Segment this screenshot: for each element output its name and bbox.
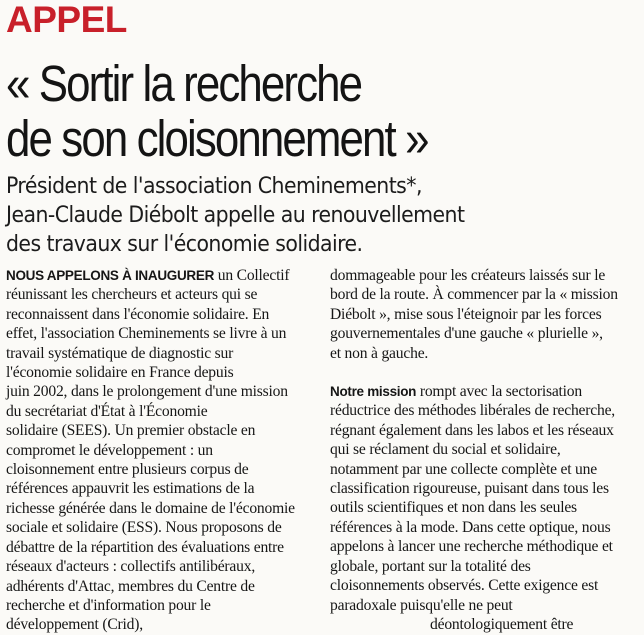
- body-column-1: [6, 266, 316, 635]
- column-line: bord de la route. À commencer par la « mission: [330, 286, 618, 304]
- column-line: outils scientifiques et non dans les seules: [330, 499, 577, 517]
- column-line: NOUS APPELONS À INAUGURER un Collectif: [6, 267, 290, 284]
- column-line: globale, portant sur la totalité des: [330, 557, 531, 575]
- standfirst-line-2: Jean-Claude Diébolt appelle au renouvellement: [6, 203, 465, 228]
- column-line: l'économie solidaire en France depuis: [6, 364, 234, 382]
- column-line: du secrétariat d'État à l'Économie: [6, 402, 208, 420]
- column-line: dommageable pour les créateurs laissés sur le: [330, 267, 606, 284]
- column-line: notamment par une collecte complète et une: [330, 460, 597, 478]
- column-line: gouvernementales d'une gauche « plurielle »,: [330, 325, 603, 343]
- standfirst-line-3: des travaux sur l'économie solidaire.: [6, 232, 363, 257]
- column-line: sociale et solidaire (ESS). Nous proposons de: [6, 519, 282, 537]
- column-line: appelons à lancer une recherche méthodique et: [330, 538, 613, 556]
- column-line: compromet le développement : un: [6, 441, 213, 459]
- column-line: régnant également dans les labos et les réseaux: [330, 421, 614, 439]
- column-line: classification rigoureuse, puisant dans tous les: [330, 480, 609, 498]
- column-line: et non à gauche.: [330, 344, 429, 362]
- column-line: cloisonnement entre plusieurs corpus de: [6, 461, 249, 479]
- column-line: déontologiquement être: [430, 615, 574, 633]
- column-line: développement (Crid),: [6, 616, 143, 634]
- column-line: cloisonnements observés. Cette exigence est: [330, 577, 599, 595]
- column-line: réductrice des méthodes libérales de recherche,: [330, 402, 615, 420]
- column-line: débattre de la répartition des évaluations entre: [6, 538, 284, 556]
- column-line: références appauvrit les estimations de la: [6, 480, 255, 498]
- column-line: solidaire (SEES). Un premier obstacle en: [6, 422, 256, 440]
- column-line: Diébolt », mise sous l'éteignoir par les forces: [330, 305, 602, 323]
- body-column-2: [330, 266, 644, 634]
- column-line: effet, l'association Cheminements se livre à un: [6, 325, 287, 343]
- column-line: adhérents d'Attac, membres du Centre de: [6, 577, 255, 595]
- column-line: références à la mode. Dans cette optique, nous: [330, 518, 611, 536]
- section-kicker: APPEL: [6, 0, 127, 40]
- standfirst-line-1: Président de l'association Cheminements*,: [6, 174, 422, 199]
- column-line: Notre mission rompt avec la sectorisation: [330, 383, 582, 401]
- lead-in: NOUS APPELONS À INAUGURER: [6, 268, 215, 283]
- column-line: réseaux d'acteurs : collectifs antilibéraux,: [6, 558, 256, 576]
- lead-in: Notre mission: [330, 384, 417, 400]
- paragraph-gap: [330, 363, 644, 382]
- column-line: richesse générée dans le domaine de l'économie: [6, 499, 295, 517]
- standfirst: [6, 172, 601, 259]
- column-line: reconnaissent dans l'économie solidaire. En: [6, 305, 270, 323]
- column-line: recherche et d'information pour le: [6, 596, 211, 614]
- headline: [6, 56, 550, 166]
- headline-line-2: de son cloisonnement »: [6, 110, 428, 167]
- column-line: travail systématique de diagnostic sur: [6, 344, 234, 362]
- column-line: juin 2002, dans le prolongement d'une mission: [6, 383, 288, 401]
- column-line: réunissant les chercheurs et acteurs qui se: [6, 286, 258, 304]
- column-line: paradoxale puisqu'elle ne peut: [330, 596, 513, 614]
- column-line: qui se réclament du social et solidaire,: [330, 441, 561, 459]
- headline-line-1: « Sortir la recherche: [6, 55, 362, 112]
